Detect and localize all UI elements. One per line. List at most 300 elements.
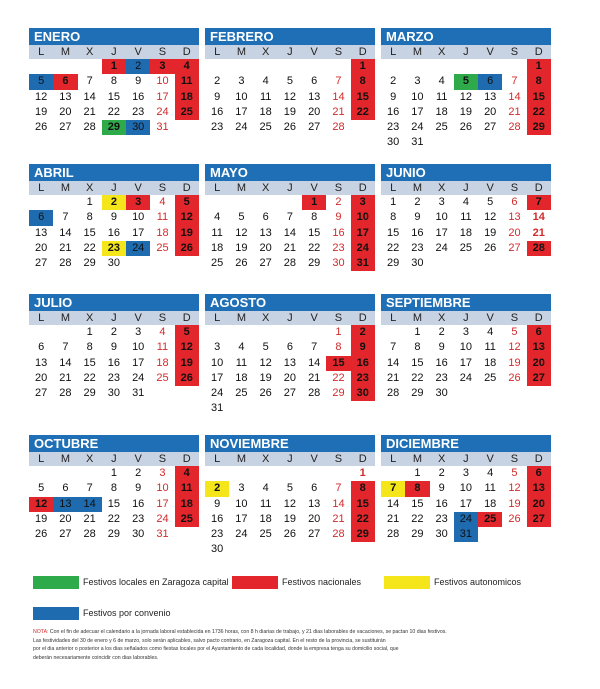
day-cell: 23 <box>132 105 145 118</box>
day-cell: 18 <box>435 105 448 118</box>
day-grid <box>205 466 375 558</box>
weekday-label: V <box>134 453 142 465</box>
weekday-label: L <box>214 46 221 58</box>
day-cell: 1 <box>351 59 375 74</box>
weekday-label: S <box>510 46 519 58</box>
weekday-label: M <box>412 453 422 465</box>
day-cell: 13 <box>527 481 551 496</box>
day-cell: 5 <box>175 195 199 210</box>
day-cell: 20 <box>484 105 497 118</box>
day-cell: 31 <box>156 121 169 134</box>
weekday-label: D <box>358 182 367 194</box>
day-cell: 20 <box>508 226 521 239</box>
empty-cell <box>78 59 102 74</box>
weekday-label: X <box>85 453 94 465</box>
weekday-label: L <box>390 46 397 58</box>
weekday-label: S <box>334 453 343 465</box>
weekday-label: J <box>111 182 117 194</box>
day-cell: 9 <box>414 211 421 224</box>
day-cell: 27 <box>59 121 72 134</box>
day-cell: 8 <box>311 211 318 224</box>
day-cell: 16 <box>211 512 224 525</box>
day-cell: 14 <box>283 226 297 239</box>
weekday-label: X <box>85 312 94 324</box>
day-cell: 6 <box>511 196 518 208</box>
day-cell: 25 <box>478 512 502 527</box>
empty-cell <box>205 195 229 210</box>
weekday-label: V <box>134 46 142 58</box>
day-cell: 11 <box>156 341 169 354</box>
empty-cell <box>229 59 253 74</box>
day-cell: 11 <box>259 497 272 510</box>
day-cell: 18 <box>211 241 224 254</box>
day-cell: 12 <box>508 482 521 495</box>
day-cell: 8 <box>110 482 117 495</box>
note-prefix: NOTA: <box>33 629 49 635</box>
day-cell: 16 <box>211 105 224 118</box>
weekday-header <box>29 45 199 59</box>
day-cell: 15 <box>326 356 350 371</box>
weekday-label: D <box>182 182 191 194</box>
day-cell: 7 <box>511 75 518 88</box>
day-cell: 14 <box>332 497 345 510</box>
day-cell: 22 <box>351 512 375 527</box>
day-cell: 30 <box>435 528 448 541</box>
day-grid <box>205 59 375 135</box>
month-title: OCTUBRE <box>29 435 199 452</box>
day-cell: 26 <box>508 512 521 525</box>
day-cell: 2 <box>351 325 375 340</box>
day-cell: 3 <box>438 196 445 208</box>
weekday-label: S <box>158 453 167 465</box>
day-cell: 7 <box>86 75 93 88</box>
day-cell: 26 <box>484 241 497 254</box>
month-mayo <box>205 164 375 271</box>
day-cell: 16 <box>435 497 448 510</box>
day-cell: 5 <box>454 74 478 89</box>
day-cell: 17 <box>211 371 224 384</box>
day-grid <box>29 195 199 271</box>
empty-cell <box>53 59 77 74</box>
day-cell: 15 <box>83 226 96 239</box>
day-cell: 10 <box>411 90 424 103</box>
day-cell: 10 <box>459 482 473 495</box>
day-cell: 30 <box>411 257 424 270</box>
day-cell: 24 <box>211 387 224 400</box>
day-cell: 23 <box>211 121 224 134</box>
day-cell: 14 <box>308 356 321 369</box>
day-cell: 22 <box>411 371 424 384</box>
empty-cell <box>254 195 278 210</box>
day-cell: 18 <box>175 90 199 105</box>
day-cell: 21 <box>332 512 345 525</box>
weekday-label: V <box>486 453 494 465</box>
day-cell: 9 <box>351 340 375 355</box>
weekday-label: X <box>85 182 94 194</box>
day-cell: 24 <box>126 241 150 256</box>
day-cell: 27 <box>484 121 497 134</box>
day-cell: 22 <box>308 241 321 254</box>
empty-cell <box>381 325 405 340</box>
day-cell: 17 <box>156 497 169 510</box>
day-cell: 12 <box>35 90 48 103</box>
day-cell: 3 <box>351 195 375 210</box>
weekday-label: X <box>261 182 270 194</box>
day-cell: 23 <box>132 512 145 525</box>
day-cell: 8 <box>414 341 421 354</box>
day-cell: 15 <box>107 497 121 510</box>
empty-cell <box>205 325 229 340</box>
month-julio <box>29 294 199 401</box>
weekday-label: X <box>261 312 270 324</box>
day-cell: 13 <box>35 226 48 239</box>
day-cell: 24 <box>351 241 375 256</box>
day-cell: 21 <box>59 371 72 384</box>
day-cell: 14 <box>387 356 400 369</box>
note-line-3: por el dia anterior o posterior a los dias señalados como fiestas locales por el Ayuntamiento de cada localidad, donde la empresa tenga su domicilio social, que <box>33 646 399 652</box>
day-cell: 10 <box>351 210 375 225</box>
day-grid <box>205 195 375 271</box>
day-cell: 25 <box>235 387 248 400</box>
day-cell: 8 <box>86 211 93 224</box>
weekday-label: J <box>111 312 117 324</box>
day-cell: 6 <box>311 482 318 495</box>
day-cell: 8 <box>527 74 551 89</box>
day-cell: 22 <box>107 512 121 525</box>
month-title: NOVIEMBRE <box>205 435 375 452</box>
empty-cell <box>78 466 102 481</box>
empty-cell <box>502 59 526 74</box>
day-cell: 23 <box>107 371 121 384</box>
day-cell: 20 <box>283 371 297 384</box>
day-cell: 3 <box>214 341 221 354</box>
legend-label-convenio: Festivos por convenio <box>83 608 171 618</box>
day-cell: 21 <box>83 105 96 118</box>
day-cell: 28 <box>332 121 345 134</box>
day-cell: 22 <box>332 371 345 384</box>
day-cell: 30 <box>351 386 375 401</box>
day-cell: 15 <box>411 497 424 510</box>
day-cell: 11 <box>484 341 496 354</box>
weekday-label: X <box>85 46 94 58</box>
day-cell: 28 <box>508 121 521 134</box>
day-cell: 17 <box>132 356 145 369</box>
day-grid <box>29 59 199 135</box>
day-cell: 30 <box>332 257 345 270</box>
day-cell: 11 <box>175 481 199 496</box>
day-cell: 9 <box>438 482 445 495</box>
day-cell: 1 <box>110 467 117 479</box>
day-cell: 25 <box>175 512 199 527</box>
empty-cell <box>29 195 53 210</box>
day-grid <box>29 466 199 542</box>
day-cell: 12 <box>508 341 521 354</box>
legend-swatch-autonomico <box>384 576 430 589</box>
weekday-label: L <box>214 312 221 324</box>
day-cell: 28 <box>83 528 96 541</box>
day-cell: 30 <box>107 387 121 400</box>
empty-cell <box>405 59 429 74</box>
day-cell: 19 <box>175 356 199 371</box>
weekday-label: D <box>534 182 543 194</box>
day-cell: 9 <box>214 90 221 103</box>
month-noviembre <box>205 435 375 558</box>
day-cell: 9 <box>390 90 397 103</box>
day-cell: 27 <box>527 512 551 527</box>
weekday-label: V <box>310 46 318 58</box>
day-cell: 20 <box>59 105 72 118</box>
weekday-label: M <box>412 46 422 58</box>
day-cell: 5 <box>29 74 53 89</box>
month-title: JULIO <box>29 294 199 311</box>
day-cell: 13 <box>308 90 321 103</box>
day-cell: 15 <box>351 90 375 105</box>
day-grid <box>381 325 551 401</box>
day-cell: 1 <box>86 196 93 208</box>
day-cell: 11 <box>211 226 223 239</box>
day-cell: 27 <box>59 528 72 541</box>
empty-cell <box>29 466 53 481</box>
day-cell: 20 <box>259 241 272 254</box>
day-cell: 2 <box>390 75 397 88</box>
weekday-header <box>381 181 551 195</box>
day-cell: 16 <box>132 497 145 510</box>
day-cell: 22 <box>83 241 96 254</box>
day-cell: 16 <box>132 90 145 103</box>
day-cell: 26 <box>35 121 48 134</box>
day-cell: 18 <box>259 512 272 525</box>
weekday-label: M <box>236 453 246 465</box>
day-cell: 8 <box>351 481 375 496</box>
month-marzo <box>381 28 551 151</box>
day-cell: 29 <box>83 257 96 270</box>
day-cell: 25 <box>211 257 224 270</box>
day-cell: 4 <box>175 466 199 481</box>
weekday-label: S <box>334 312 343 324</box>
day-cell: 7 <box>390 341 397 354</box>
day-cell: 14 <box>532 211 545 224</box>
day-cell: 22 <box>107 105 121 118</box>
day-cell: 16 <box>387 105 400 118</box>
weekday-label: S <box>510 182 519 194</box>
weekday-label: J <box>463 453 469 465</box>
day-cell: 4 <box>214 211 221 224</box>
day-cell: 2 <box>214 75 221 88</box>
weekday-label: X <box>437 312 446 324</box>
day-cell: 6 <box>527 466 551 481</box>
day-cell: 13 <box>508 211 521 224</box>
empty-cell <box>254 325 278 340</box>
empty-cell <box>229 195 253 210</box>
day-cell: 25 <box>459 241 473 254</box>
weekday-label: X <box>437 46 446 58</box>
day-cell: 12 <box>235 226 248 239</box>
empty-cell <box>478 59 502 74</box>
weekday-header <box>29 452 199 466</box>
day-cell: 31 <box>132 387 145 400</box>
day-cell: 26 <box>283 121 297 134</box>
day-cell: 20 <box>35 241 48 254</box>
weekday-label: J <box>287 182 293 194</box>
day-cell: 1 <box>335 326 342 338</box>
day-cell: 21 <box>508 105 521 118</box>
day-cell: 19 <box>459 105 473 118</box>
empty-cell <box>29 325 53 340</box>
day-cell: 11 <box>259 90 272 103</box>
empty-cell <box>278 195 302 210</box>
day-cell: 19 <box>508 356 521 369</box>
day-cell: 19 <box>484 226 497 239</box>
weekday-header <box>205 311 375 325</box>
day-cell: 10 <box>459 341 473 354</box>
day-cell: 29 <box>527 120 551 135</box>
weekday-label: V <box>486 46 494 58</box>
weekday-label: V <box>310 312 318 324</box>
day-cell: 15 <box>83 356 96 369</box>
month-febrero <box>205 28 375 135</box>
day-cell: 7 <box>286 211 293 224</box>
day-cell: 4 <box>262 482 269 495</box>
day-cell: 14 <box>508 90 521 103</box>
day-cell: 25 <box>259 528 272 541</box>
day-cell: 16 <box>107 356 121 369</box>
weekday-label: X <box>261 453 270 465</box>
note-line-4: deberán necesariamente coincidir con dias laborables. <box>33 654 159 661</box>
day-cell: 7 <box>335 75 342 88</box>
day-cell: 30 <box>107 257 121 270</box>
day-cell: 21 <box>532 226 545 239</box>
day-cell: 12 <box>175 210 199 225</box>
day-cell: 17 <box>351 226 375 241</box>
day-cell: 28 <box>387 387 400 400</box>
day-cell: 24 <box>156 105 169 118</box>
weekday-label: V <box>310 453 318 465</box>
day-cell: 30 <box>126 120 150 135</box>
day-cell: 26 <box>259 387 272 400</box>
weekday-label: S <box>510 312 519 324</box>
day-cell: 21 <box>59 241 72 254</box>
empty-cell <box>205 466 229 481</box>
day-cell: 17 <box>459 497 473 510</box>
day-cell: 7 <box>527 195 551 210</box>
day-cell: 20 <box>308 512 321 525</box>
day-cell: 24 <box>459 371 473 384</box>
empty-cell <box>381 466 405 481</box>
day-cell: 27 <box>35 257 48 270</box>
day-cell: 28 <box>387 528 400 541</box>
month-title: ENERO <box>29 28 199 45</box>
day-cell: 1 <box>414 326 421 338</box>
day-cell: 10 <box>211 356 224 369</box>
weekday-label: J <box>287 312 293 324</box>
day-cell: 13 <box>283 356 297 369</box>
weekday-label: L <box>38 453 45 465</box>
day-cell: 15 <box>107 90 121 103</box>
day-cell: 13 <box>53 497 77 512</box>
day-cell: 7 <box>335 482 342 495</box>
day-cell: 27 <box>35 387 48 400</box>
day-cell: 13 <box>59 90 72 103</box>
day-cell: 3 <box>150 59 174 74</box>
day-cell: 29 <box>351 527 375 542</box>
day-cell: 31 <box>351 256 375 271</box>
weekday-header <box>205 181 375 195</box>
day-cell: 29 <box>83 387 96 400</box>
day-cell: 8 <box>390 211 397 224</box>
empty-cell <box>53 195 77 210</box>
day-cell: 5 <box>262 341 269 354</box>
day-cell: 19 <box>235 241 248 254</box>
day-cell: 4 <box>438 75 445 88</box>
day-cell: 14 <box>332 90 345 103</box>
day-cell: 22 <box>411 512 424 525</box>
weekday-label: J <box>463 312 469 324</box>
day-cell: 4 <box>462 196 469 208</box>
day-cell: 20 <box>35 371 48 384</box>
day-cell: 12 <box>29 497 53 512</box>
day-cell: 5 <box>38 482 45 495</box>
weekday-label: S <box>158 182 167 194</box>
weekday-label: D <box>182 312 191 324</box>
day-cell: 24 <box>235 528 248 541</box>
day-cell: 5 <box>487 196 494 208</box>
day-cell: 2 <box>205 481 229 496</box>
day-cell: 19 <box>283 105 297 118</box>
day-cell: 16 <box>351 356 375 371</box>
day-cell: 4 <box>487 326 494 338</box>
day-cell: 28 <box>59 387 72 400</box>
day-cell: 15 <box>387 226 400 239</box>
day-cell: 26 <box>235 257 248 270</box>
day-cell: 11 <box>460 211 472 224</box>
day-cell: 4 <box>487 467 494 479</box>
day-cell: 18 <box>156 356 169 369</box>
weekday-label: M <box>236 46 246 58</box>
day-cell: 4 <box>262 75 269 88</box>
day-cell: 11 <box>435 90 448 103</box>
day-cell: 4 <box>175 59 199 74</box>
empty-cell <box>430 59 454 74</box>
day-cell: 6 <box>286 341 293 354</box>
month-title: ABRIL <box>29 164 199 181</box>
day-grid <box>381 59 551 151</box>
day-cell: 19 <box>508 497 521 510</box>
day-cell: 26 <box>35 528 48 541</box>
month-junio <box>381 164 551 271</box>
day-cell: 7 <box>311 341 318 354</box>
day-cell: 8 <box>335 341 342 354</box>
weekday-label: J <box>111 46 117 58</box>
legend-swatch-convenio <box>33 607 79 620</box>
empty-cell <box>53 325 77 340</box>
weekday-label: D <box>534 46 543 58</box>
day-cell: 16 <box>107 226 121 239</box>
month-title: AGOSTO <box>205 294 375 311</box>
day-cell: 12 <box>283 497 297 510</box>
day-cell: 20 <box>527 356 551 371</box>
day-cell: 10 <box>132 211 145 224</box>
day-cell: 20 <box>308 105 321 118</box>
legend-label-autonomico: Festivos autonomicos <box>434 577 522 587</box>
day-cell: 21 <box>308 371 321 384</box>
day-cell: 9 <box>438 341 445 354</box>
day-cell: 12 <box>259 356 272 369</box>
day-cell: 3 <box>159 467 166 479</box>
empty-cell <box>302 466 326 481</box>
day-cell: 23 <box>411 241 424 254</box>
weekday-label: S <box>510 453 519 465</box>
day-cell: 14 <box>83 90 96 103</box>
